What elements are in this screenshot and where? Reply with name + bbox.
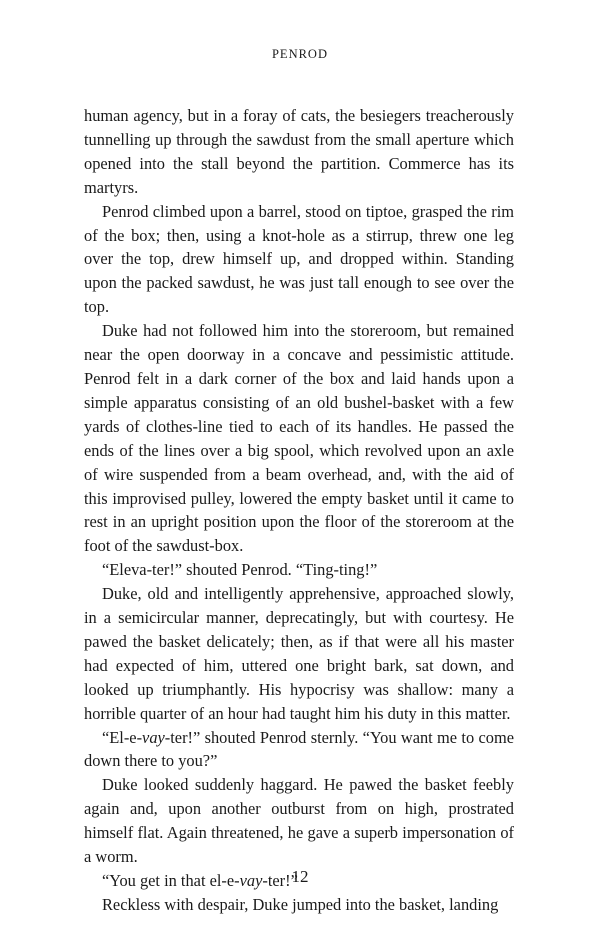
page-number: 12 [291, 867, 309, 886]
italic-emphasis: vay [239, 871, 263, 890]
paragraph: Duke, old and intelligently apprehensive, approached slowly, in a semicircular manner, deprecatingly, but with courtesy. He pawed the basket delicately; then, as if that were all his master had expected of him, uttered one bright bark, sat down, and looked up triumphantly. His hypocrisy was shallow: many a horrible quarter of an hour had taught him his duty in this matter. [84, 584, 514, 723]
paragraph: Duke had not followed him into the storeroom, but remained near the open doorway in a concave and pessimistic attitude. Penrod felt in a dark corner of the box and laid hands upon a simple apparatus consisting of an old bushel-basket with a few yards of clothes-line tied to each of its handles. He passed the ends of the lines over a big spool, which revolved upon an axle of wire suspended from a beam overhead, and, with the aid of this improvised pulley, lowered the empty basket until it came to rest in an upright position upon the floor of the storeroom at the foot of the sawdust-box. [84, 321, 514, 556]
italic-emphasis: vay [142, 727, 165, 747]
paragraph: Reckless with despair, Duke jumped into the basket, landing [102, 894, 499, 914]
paragraph: human agency, but in a foray of cats, the besiegers treacherously tunnelling up through the sawdust from the small aperture which opened into the stall beyond the partition. Commerce has its martyrs. [84, 106, 514, 197]
paragraph: “Eleva-ter!” shouted Penrod. “Ting-ting!” [102, 560, 378, 580]
text-span: -ter!” [262, 871, 298, 890]
running-head: PENROD [271, 47, 328, 61]
text-span: “You get in that el-e- [102, 871, 240, 890]
paragraph: Duke looked suddenly haggard. He pawed the basket feebly again and, upon another outburst from on high, prostrated himself flat. Again threatened, he gave a superb impersonation of a worm. [84, 775, 514, 867]
text-span: -ter!” shouted Penrod sternly. “You want me to come down there to you?” [84, 727, 514, 771]
paragraph: Penrod climbed upon a barrel, stood on tiptoe, grasped the rim of the box; then, using a knot-hole as a stirrup, threw one leg over the top, drew himself up, and dropped within. Standing upon the packed sawdust, he was just tall enough to see over the top. [84, 201, 514, 317]
paragraph [84, 726, 514, 774]
body-text [84, 104, 514, 917]
text-span: “El-e- [102, 727, 143, 747]
